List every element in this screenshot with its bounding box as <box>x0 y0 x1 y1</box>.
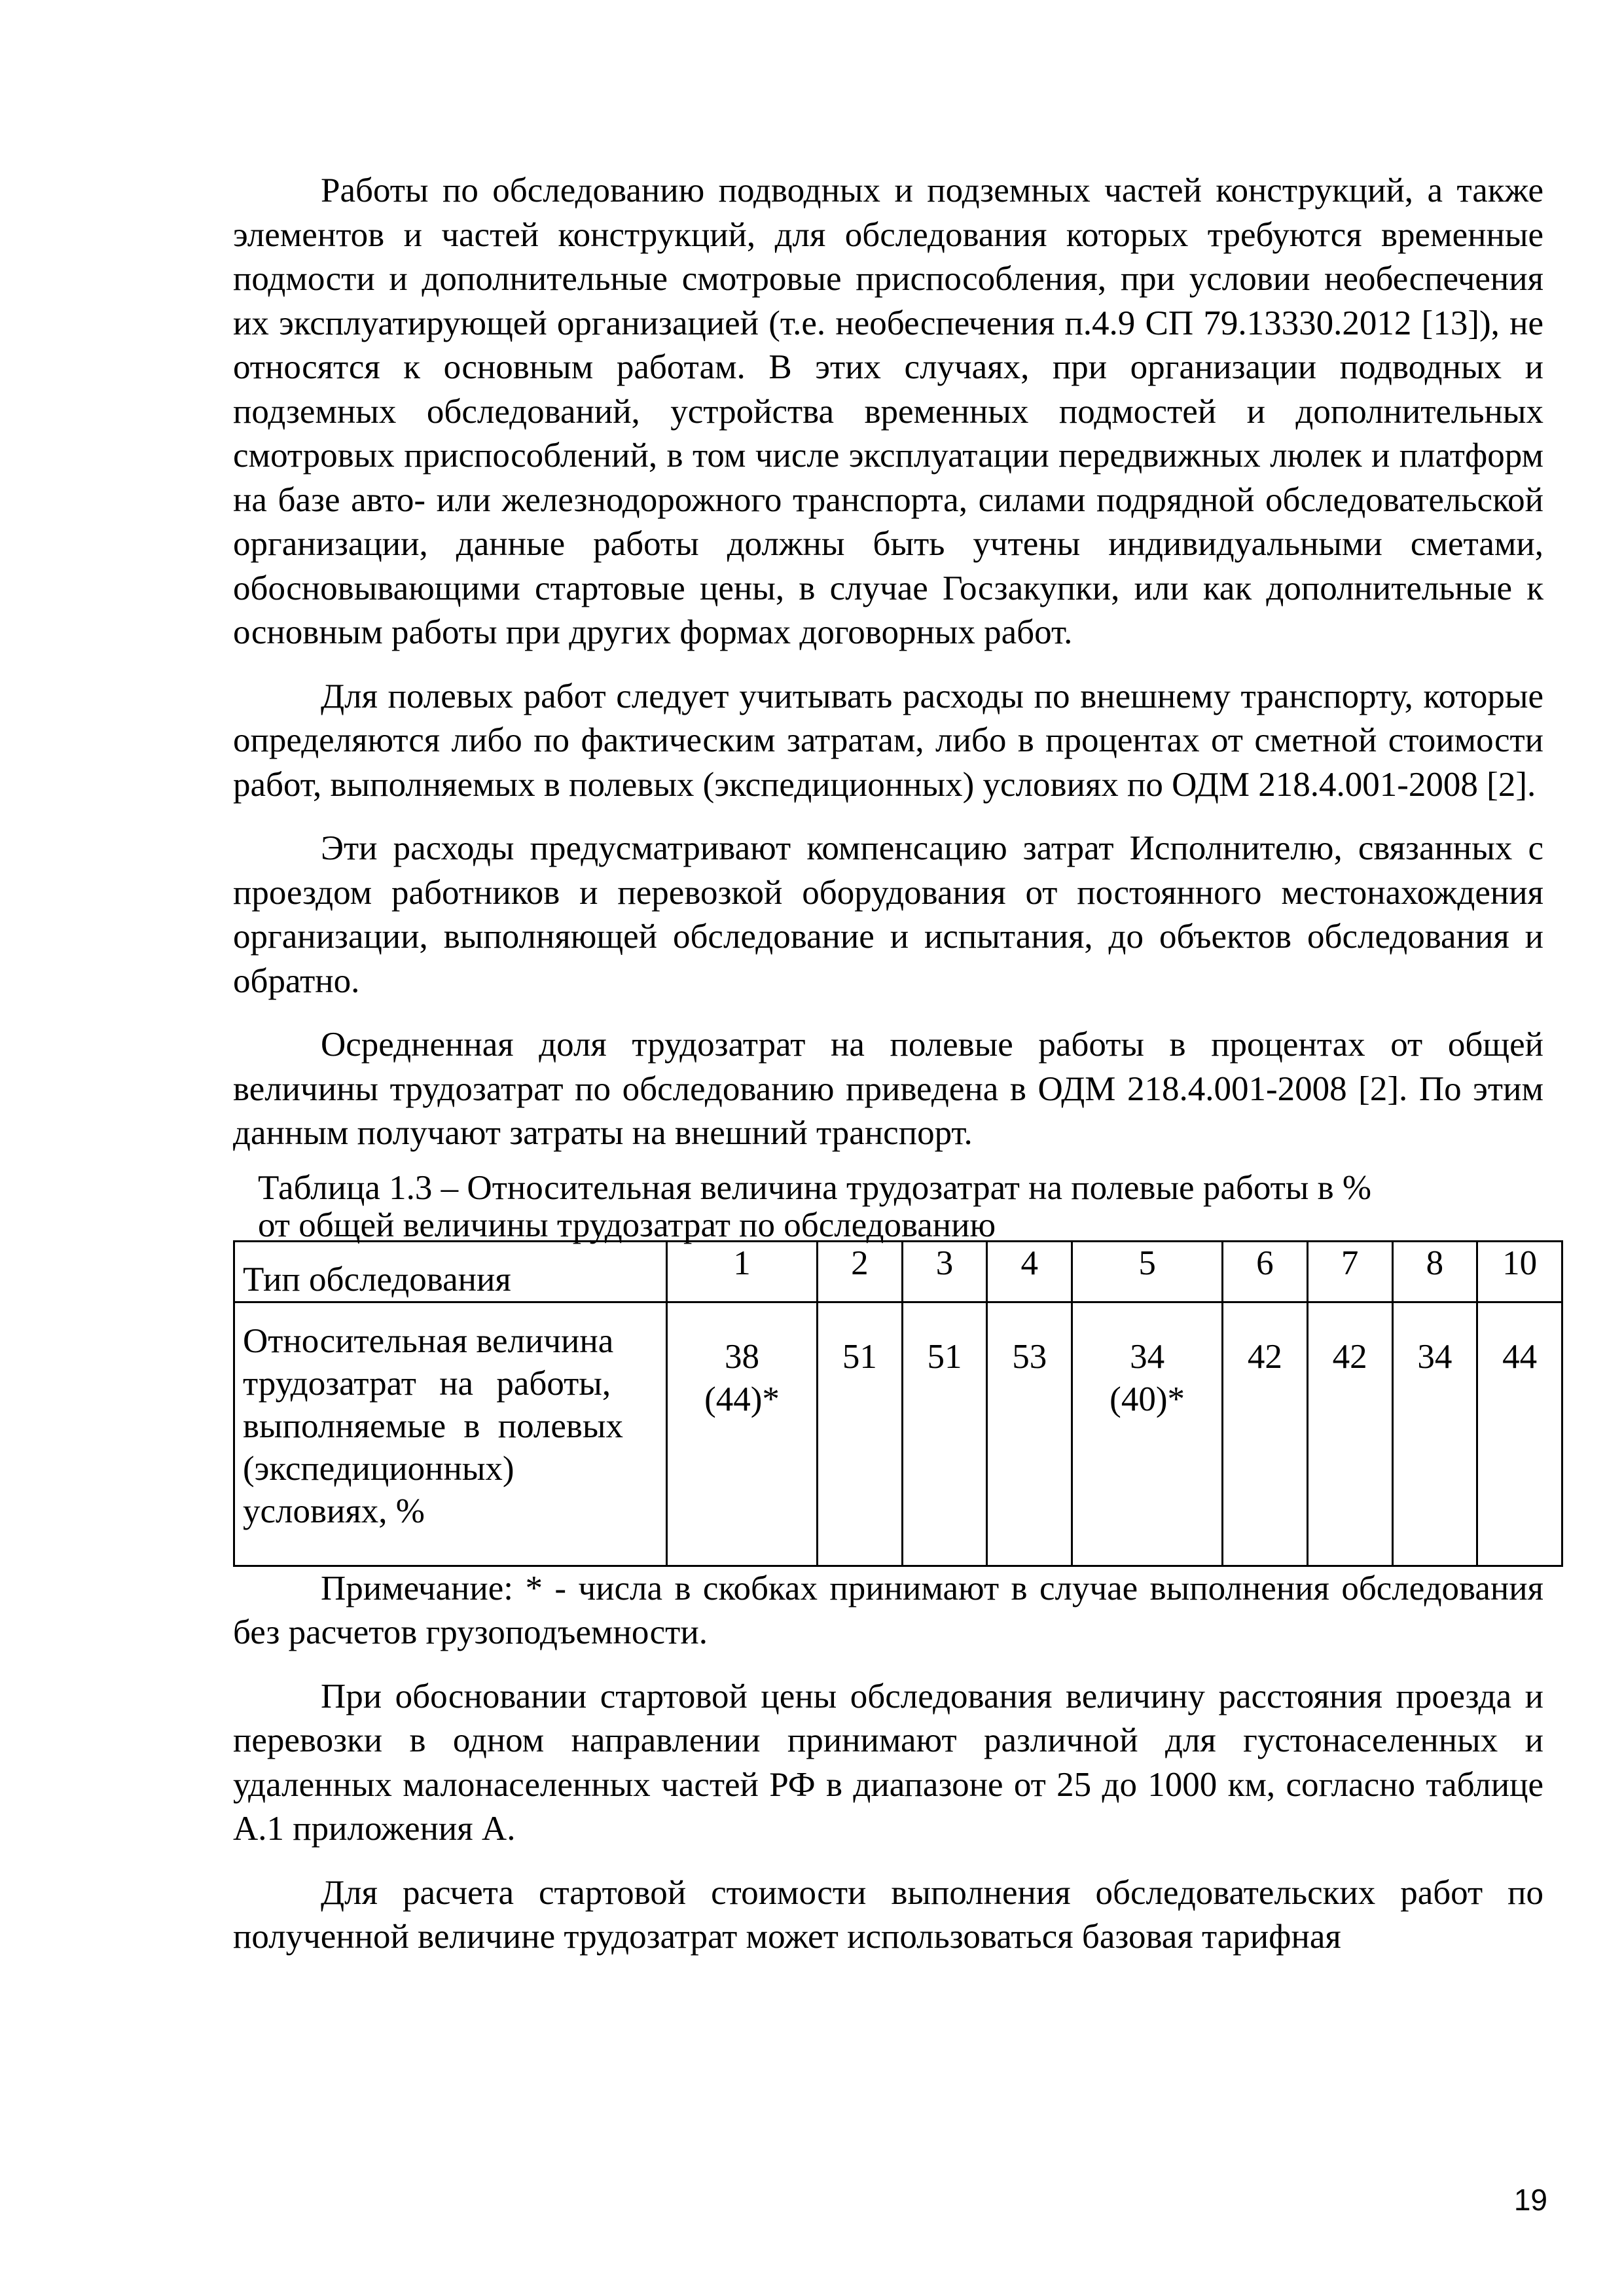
row-label-line: условиях, % <box>243 1492 425 1530</box>
table-caption-line: Таблица 1.3 – Относительная величина трудозатрат на полевые работы в % <box>258 1168 1372 1207</box>
value-cell <box>1392 1302 1477 1566</box>
header-cell: 8 <box>1392 1241 1477 1302</box>
value-alt: (40)* <box>1110 1380 1185 1418</box>
value-cell <box>667 1302 818 1566</box>
value-cell <box>902 1302 987 1566</box>
value-main: 44 <box>1502 1337 1538 1376</box>
value-alt: (44)* <box>704 1380 780 1418</box>
value-cell <box>1477 1302 1562 1566</box>
data-table <box>233 1240 1563 1567</box>
paragraph: Осредненная доля трудозатрат на полевые работы в процентах от общей величины трудозатрат по обследованию приведена в ОДМ 218.4.001-2008 [2]. По этим данным получают затраты на внешний транспорт. <box>233 1026 1543 1152</box>
header-cell: 3 <box>902 1241 987 1302</box>
value-cell <box>987 1302 1072 1566</box>
table-row <box>234 1302 1562 1566</box>
row-label-line: (экспедиционных) <box>243 1449 514 1488</box>
row-label-line: трудозатрат на работы, <box>243 1364 611 1403</box>
table-caption-line: от общей величины трудозатрат по обследованию <box>258 1206 996 1244</box>
paragraph: Для расчета стартовой стоимости выполнения обследовательских работ по полученной величине трудозатрат может использоваться базовая тарифная <box>233 1873 1543 1956</box>
row-label-line: выполняемые в полевых <box>243 1407 623 1445</box>
table-header-row <box>234 1241 1562 1302</box>
value-cell <box>1072 1302 1223 1566</box>
value-cell <box>817 1302 902 1566</box>
value-main: 38 <box>724 1337 759 1376</box>
page-number: 19 <box>1513 2183 1547 2217</box>
header-cell: 5 <box>1072 1241 1223 1302</box>
value-cell <box>1223 1302 1308 1566</box>
header-cell: 2 <box>817 1241 902 1302</box>
value-main: 53 <box>1012 1337 1047 1376</box>
row-label-line: Относительная величина <box>243 1321 614 1360</box>
header-cell: 10 <box>1477 1241 1562 1302</box>
paragraph: При обосновании стартовой цены обследования величину расстояния проезда и перевозки в одном направлении принимают различной для густонаселенных и удаленных малонаселенных частей РФ в диапазоне от 25 до 1000 км, согласно таблице А.1 приложения А. <box>233 1677 1543 1848</box>
paragraph: Работы по обследованию подводных и подземных частей конструкций, а также элементов и частей конструкций, для обследования которых требуются временные подмости и дополнительные смотровые приспособления, при условии необеспечения их эксплуатирующей организацией (т.е. необеспечения п.4.9 СП 79.13330.2012 [13]), не относятся к основным работам. В этих случаях, при организации подводных и подземных обследований, устройства временных подмостей и дополнительных смотровых приспособлений, в том числе эксплуатации передвижных люлек и платформ на базе авто- или железнодорожного транспорта, силами подрядной обследовательской организации, данные работы должны быть учтены индивидуальными сметами, обосновывающими стартовые цены, в случае Госзакупки, или как дополнительные к основным работы при других формах договорных работ. <box>233 171 1543 651</box>
page-content <box>233 169 1543 1979</box>
table-note: Примечание: * - числа в скобках принимают в случае выполнения обследования без расчетов грузоподъемности. <box>233 1569 1543 1651</box>
value-main: 34 <box>1130 1337 1165 1376</box>
paragraph: Эти расходы предусматривают компенсацию затрат Исполнителю, связанных с проездом работников и перевозкой оборудования от постоянного местонахождения организации, выполняющей обследование и испытания, до объектов обследования и обратно. <box>233 829 1543 1000</box>
header-cell: 1 <box>667 1241 818 1302</box>
table-caption <box>258 1166 1543 1244</box>
header-cell: 4 <box>987 1241 1072 1302</box>
header-label-cell: Тип обследования <box>234 1241 667 1302</box>
header-cell: 7 <box>1307 1241 1392 1302</box>
row-label-cell <box>234 1302 667 1566</box>
value-main: 34 <box>1417 1337 1453 1376</box>
value-main: 42 <box>1332 1337 1367 1376</box>
header-cell: 6 <box>1223 1241 1308 1302</box>
value-cell <box>1307 1302 1392 1566</box>
value-main: 51 <box>927 1337 962 1376</box>
value-main: 51 <box>842 1337 877 1376</box>
value-main: 42 <box>1247 1337 1282 1376</box>
paragraph: Для полевых работ следует учитывать расходы по внешнему транспорту, которые определяются либо по фактическим затратам, либо в процентах от сметной стоимости работ, выполняемых в полевых (экспедиционных) условиях по ОДМ 218.4.001-2008 [2]. <box>233 677 1543 804</box>
